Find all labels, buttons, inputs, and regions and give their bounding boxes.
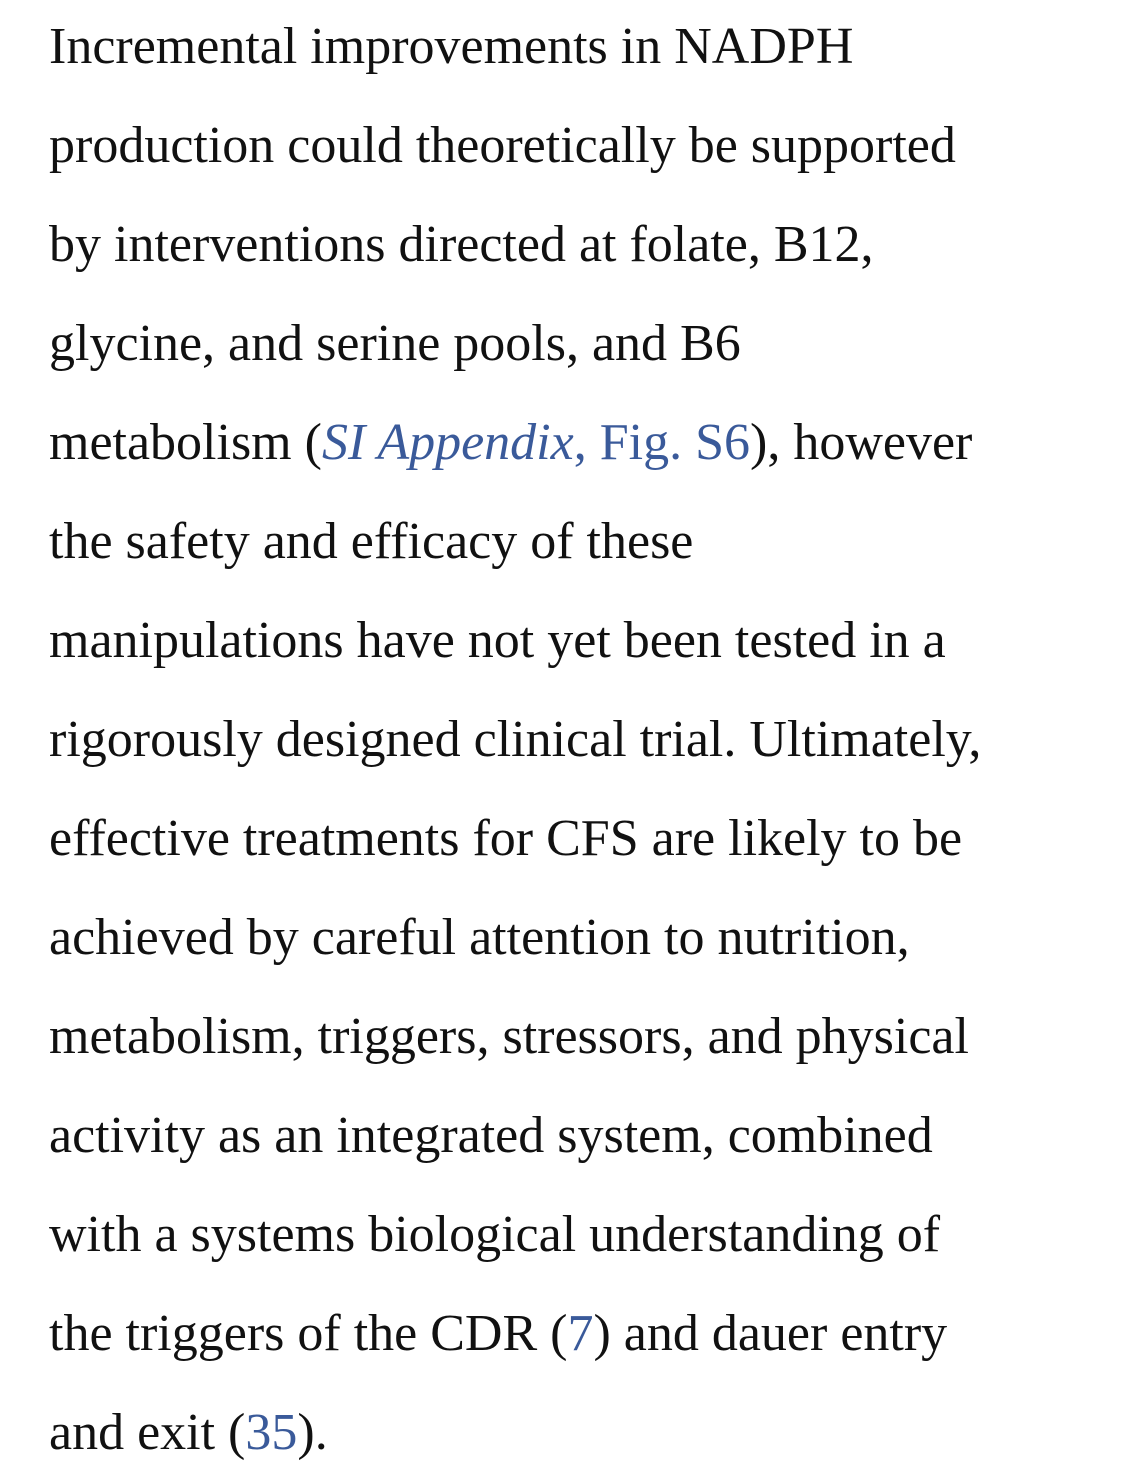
text-fragment: and exit ( <box>49 1404 246 1461</box>
paragraph-line: effective treatments for CFS are likely to be <box>49 810 963 867</box>
paragraph-line <box>49 393 1089 492</box>
paragraph-line: glycine, and serine pools, and B6 <box>49 315 741 372</box>
paragraph-line: production could theoretically be supported <box>49 117 956 174</box>
paragraph-line: activity as an integrated system, combined <box>49 1107 933 1164</box>
paragraph-line: rigorously designed clinical trial. Ultimately, <box>49 711 982 768</box>
text-fragment: ) and dauer entry <box>593 1305 948 1362</box>
text-fragment: the triggers of the CDR ( <box>49 1305 568 1362</box>
article-paragraph <box>49 0 1089 1482</box>
text-fragment: metabolism ( <box>49 414 322 471</box>
si-appendix-link[interactable]: SI Appendix <box>321 414 574 471</box>
reference-link-35[interactable]: 35 <box>245 1404 298 1461</box>
paragraph-line: achieved by careful attention to nutrition, <box>49 909 910 966</box>
paragraph-line: metabolism, triggers, stressors, and physical <box>49 1008 969 1065</box>
paragraph-line <box>49 1284 1089 1383</box>
reference-link-7[interactable]: 7 <box>567 1305 594 1362</box>
paragraph-line: Incremental improvements in NADPH <box>49 18 854 75</box>
paragraph-line: the safety and efficacy of these <box>49 513 694 570</box>
paragraph-line: by interventions directed at folate, B12, <box>49 216 874 273</box>
paragraph-line <box>49 1383 1089 1482</box>
paragraph-line: manipulations have not yet been tested in a <box>49 612 946 669</box>
text-fragment: ). <box>297 1404 328 1461</box>
text-fragment: ), however <box>750 414 973 471</box>
paragraph-line: with a systems biological understanding of <box>49 1206 941 1263</box>
fig-s6-link[interactable]: , Fig. S6 <box>573 414 750 471</box>
